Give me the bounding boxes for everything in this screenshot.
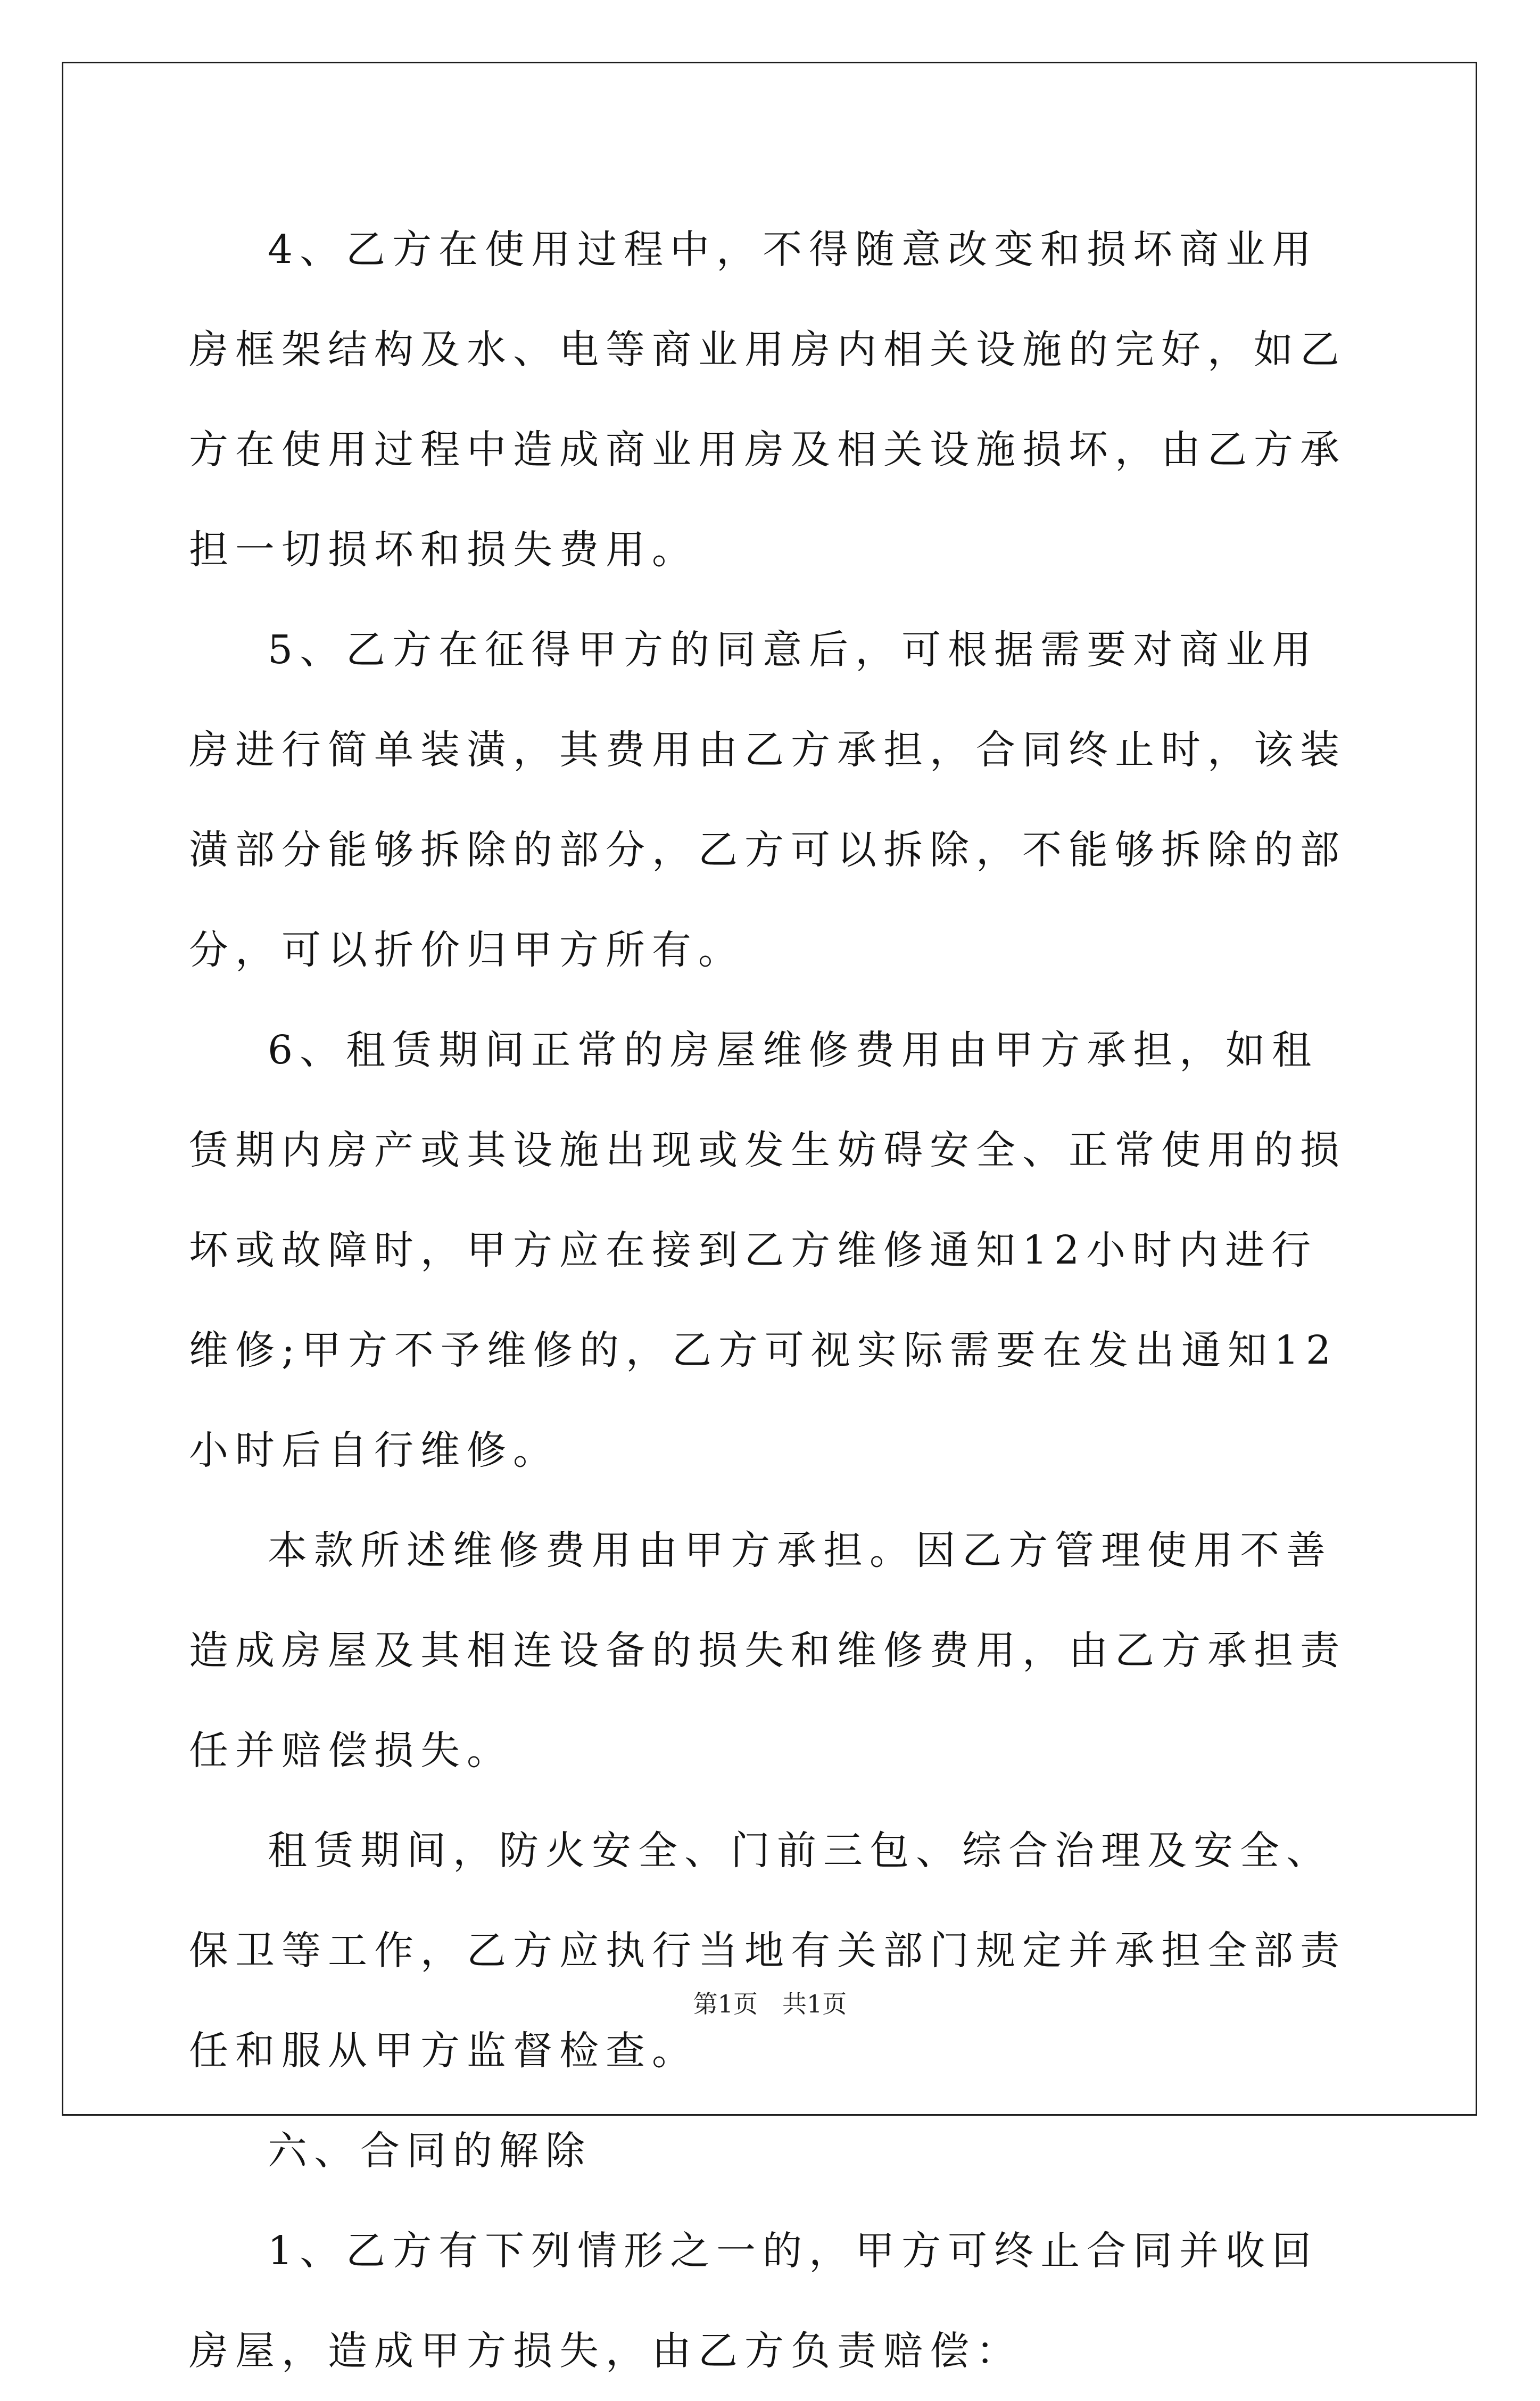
- document-body: [189, 200, 1354, 2401]
- paragraph-safety-duties: 租赁期间，防火安全、门前三包、综合治理及安全、保卫等工作，乙方应执行当地有关部门规定并承担全部责任和服从甲方监督检查。: [189, 1828, 1346, 2074]
- paragraph-clause-4: 4、乙方在使用过程中，不得随意改变和损坏商业用房框架结构及水、电等商业用房内相关设施的完好，如乙方在使用过程中造成商业用房及相关设施损坏，由乙方承担一切损坏和损失费用。: [189, 227, 1346, 573]
- paragraph-clause-6: 6、租赁期间正常的房屋维修费用由甲方承担，如租赁期内房产或其设施出现或发生妨碍安全、正常使用的损坏或故障时，甲方应在接到乙方维修通知12小时内进行维修;甲方不予维修的，乙方可视实际需要在发出通知12小时后自行维修。: [189, 1027, 1346, 1473]
- section-heading-termination: 六、合同的解除: [268, 2128, 592, 2174]
- paragraph-termination-clause-1: 1、乙方有下列情形之一的，甲方可终止合同并收回房屋，造成甲方损失，由乙方负责赔偿：: [189, 2228, 1319, 2374]
- page-number-footer: 第1页 共1页: [693, 1990, 847, 2018]
- paragraph-repair-costs: 本款所述维修费用由甲方承担。因乙方管理使用不善造成房屋及其相连设备的损失和维修费用，由乙方承担责任并赔偿损失。: [189, 1528, 1346, 1773]
- paragraph-clause-5: 5、乙方在征得甲方的同意后，可根据需要对商业用房进行简单装潢，其费用由乙方承担，合同终止时，该装潢部分能够拆除的部分，乙方可以拆除，不能够拆除的部分，可以折价归甲方所有。: [189, 627, 1346, 973]
